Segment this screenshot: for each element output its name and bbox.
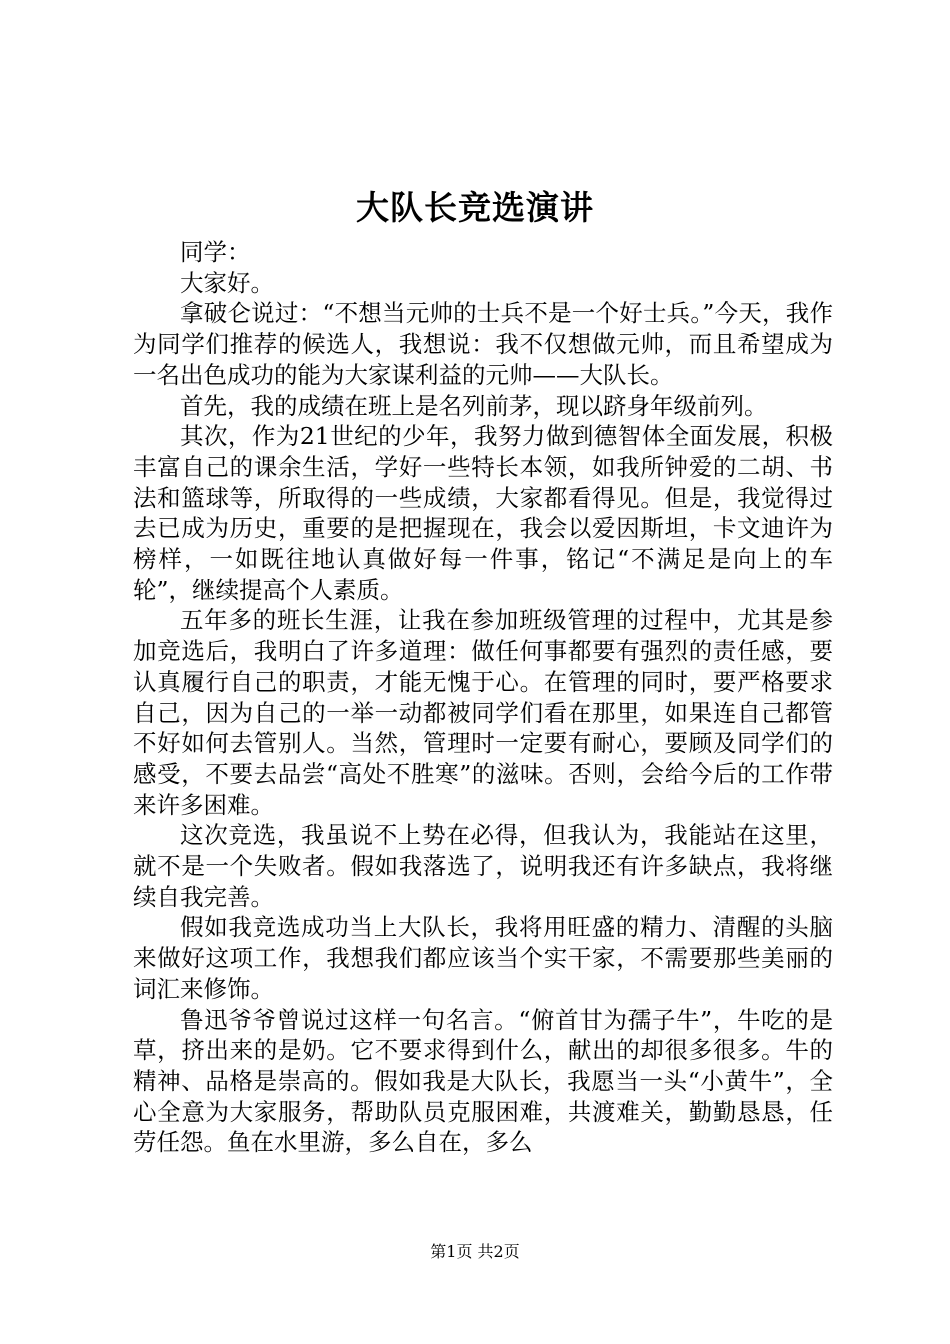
paragraph-if-elected: 假如我竞选成功当上大队长，我将用旺盛的精力、清醒的头脑来做好这项工作，我想我们都应该当个实干家，不需要那些美丽的词汇来修饰。	[133, 913, 833, 1003]
paragraph-development: 其次，作为21世纪的少年，我努力做到德智体全面发展，积极丰富自己的课余生活，学好一些特长本领，如我所钟爱的二胡、书法和篮球等，所取得的一些成绩，大家都看得见。但是，我觉得过去已成为历史，重要的是把握现在，我会以爱因斯坦，卡文迪许为榜样，一如既往地认真做好每一件事，铭记“不满足是向上的车轮”，继续提高个人素质。	[133, 422, 833, 604]
paragraph-salutation: 同学：	[180, 238, 251, 266]
paragraph-grades: 首先，我的成绩在班上是名列前茅，现以跻身年级前列。	[180, 391, 768, 420]
paragraph-greeting: 大家好。	[180, 268, 274, 297]
document-title: 大队长竞选演讲	[356, 188, 594, 227]
paragraph-napoleon-quote: 拿破仑说过：“不想当元帅的士兵不是一个好士兵。”今天，我作为同学们推荐的候选人，我想说：我不仅想做元帅，而且希望成为一名出色成功的能为大家谋利益的元帅——大队长。	[133, 299, 833, 389]
paragraph-election-outcome: 这次竞选，我虽说不上势在必得，但我认为，我能站在这里，就不是一个失败者。假如我落选了，说明我还有许多缺点，我将继续自我完善。	[133, 821, 833, 911]
document-body	[133, 237, 833, 1158]
page-number-footer: 第1页 共2页	[430, 1242, 520, 1261]
paragraph-luxun-quote: 鲁迅爷爷曾说过这样一句名言。“俯首甘为孺子牛”，牛吃的是草，挤出来的是奶。它不要求得到什么，献出的却很多很多。牛的精神、品格是崇高的。假如我是大队长，我愿当一头“小黄牛”，全心全意为大家服务，帮助队员克服困难，共渡难关，勤勤恳恳，任劳任怨。鱼在水里游，多么自在，多么	[133, 1005, 833, 1157]
paragraph-monitor-experience: 五年多的班长生涯，让我在参加班级管理的过程中，尤其是参加竞选后，我明白了许多道理：做任何事都要有强烈的责任感，要认真履行自己的职责，才能无愧于心。在管理的同时，要严格要求自己，因为自己的一举一动都被同学们看在那里，如果连自己都管不好如何去管别人。当然，管理时一定要有耐心，要顾及同学们的感受，不要去品尝“高处不胜寒”的滋味。否则，会给今后的工作带来许多困难。	[133, 606, 833, 819]
